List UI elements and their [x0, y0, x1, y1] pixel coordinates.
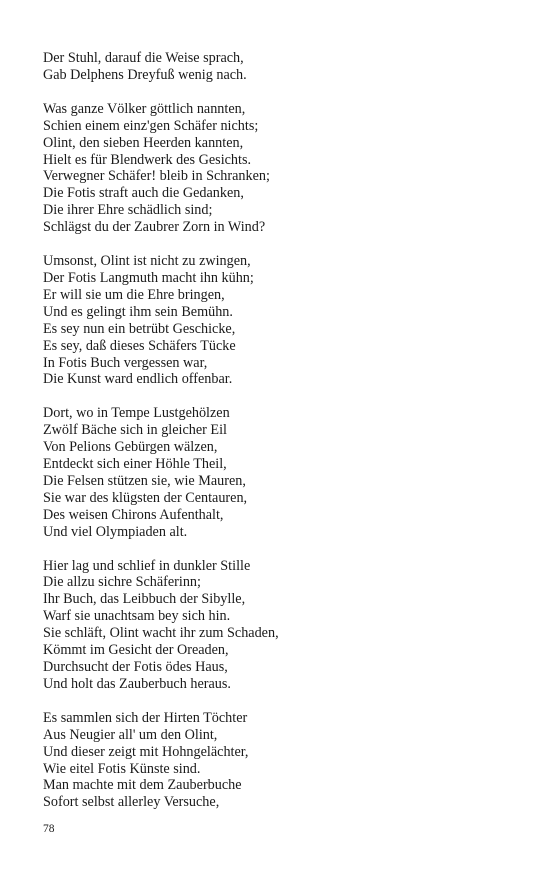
verse-line: Zwölf Bäche sich in gleicher Eil — [43, 422, 227, 439]
verse-line: Sie war des klügsten der Centauren, — [43, 489, 248, 506]
verse-line: Und viel Olympiaden alt. — [43, 523, 188, 540]
verse-line: Gab Delphens Dreyfuß wenig nach. — [43, 66, 247, 83]
verse-line: Der Fotis Langmuth macht ihn kühn; — [43, 269, 254, 286]
stanza-6 — [43, 710, 523, 811]
verse-line: Warf sie unachtsam bey sich hin. — [43, 608, 231, 625]
verse-line: Es sammlen sich der Hirten Töchter — [43, 709, 248, 726]
verse-line: Ihr Buch, das Leibbuch der Sibylle, — [43, 591, 246, 608]
verse-line: Olint, den sieben Heerden kannten, — [43, 134, 244, 151]
verse-line: Hier lag und schlief in dunkler Stille — [43, 557, 251, 574]
verse-line: Verwegner Schäfer! bleib in Schranken; — [43, 168, 270, 185]
verse-line: Kömmt im Gesicht der Oreaden, — [43, 642, 229, 659]
verse-line: Die Fotis straft auch die Gedanken, — [43, 185, 244, 202]
poem-body — [43, 50, 523, 828]
stanza-1 — [43, 50, 523, 84]
verse-line: Und dieser zeigt mit Hohngelächter, — [43, 743, 249, 760]
verse-line: Wie eitel Fotis Künste sind. — [43, 760, 201, 777]
verse-line: Er will sie um die Ehre bringen, — [43, 286, 225, 303]
stanza-3 — [43, 253, 523, 388]
stanza-2 — [43, 101, 523, 236]
verse-line: Die ihrer Ehre schädlich sind; — [43, 202, 213, 219]
page-number: 78 — [43, 823, 55, 835]
verse-line: Was ganze Völker göttlich nannten, — [43, 100, 246, 117]
verse-line: Man machte mit dem Zauberbuche — [43, 777, 242, 794]
verse-line: Von Pelions Gebürgen wälzen, — [43, 439, 218, 456]
verse-line: In Fotis Buch vergessen war, — [43, 354, 208, 371]
stanza-5 — [43, 558, 523, 693]
verse-line: Schien einem einz'gen Schäfer nichts; — [43, 117, 259, 134]
verse-line: Schlägst du der Zaubrer Zorn in Wind? — [43, 219, 266, 236]
verse-line: Durchsucht der Fotis ödes Haus, — [43, 659, 228, 675]
verse-line: Die Felsen stützen sie, wie Mauren, — [43, 472, 246, 489]
stanza-4 — [43, 405, 523, 540]
verse-line: Entdeckt sich einer Höhle Theil, — [43, 456, 227, 473]
verse-line: Es sey nun ein betrübt Geschicke, — [43, 320, 236, 337]
verse-line: Und holt das Zauberbuch heraus. — [43, 675, 231, 692]
verse-line: Aus Neugier all' um den Olint, — [43, 726, 218, 743]
verse-line: Der Stuhl, darauf die Weise sprach, — [43, 50, 244, 66]
verse-line: Die Kunst ward endlich offenbar. — [43, 371, 233, 388]
verse-line: Hielt es für Blendwerk des Gesichts. — [43, 151, 252, 168]
verse-line: Die allzu sichre Schäferinn; — [43, 574, 201, 591]
verse-line: Sofort selbst allerley Versuche, — [43, 794, 220, 811]
verse-line: Es sey, daß dieses Schäfers Tücke — [43, 337, 236, 354]
verse-line: Des weisen Chirons Aufenthalt, — [43, 506, 224, 523]
verse-line: Dort, wo in Tempe Lustgehölzen — [43, 405, 230, 422]
verse-line: Sie schläft, Olint wacht ihr zum Schaden, — [43, 625, 279, 642]
verse-line: Umsonst, Olint ist nicht zu zwingen, — [43, 253, 251, 270]
verse-line: Und es gelingt ihm sein Bemühn. — [43, 303, 233, 320]
